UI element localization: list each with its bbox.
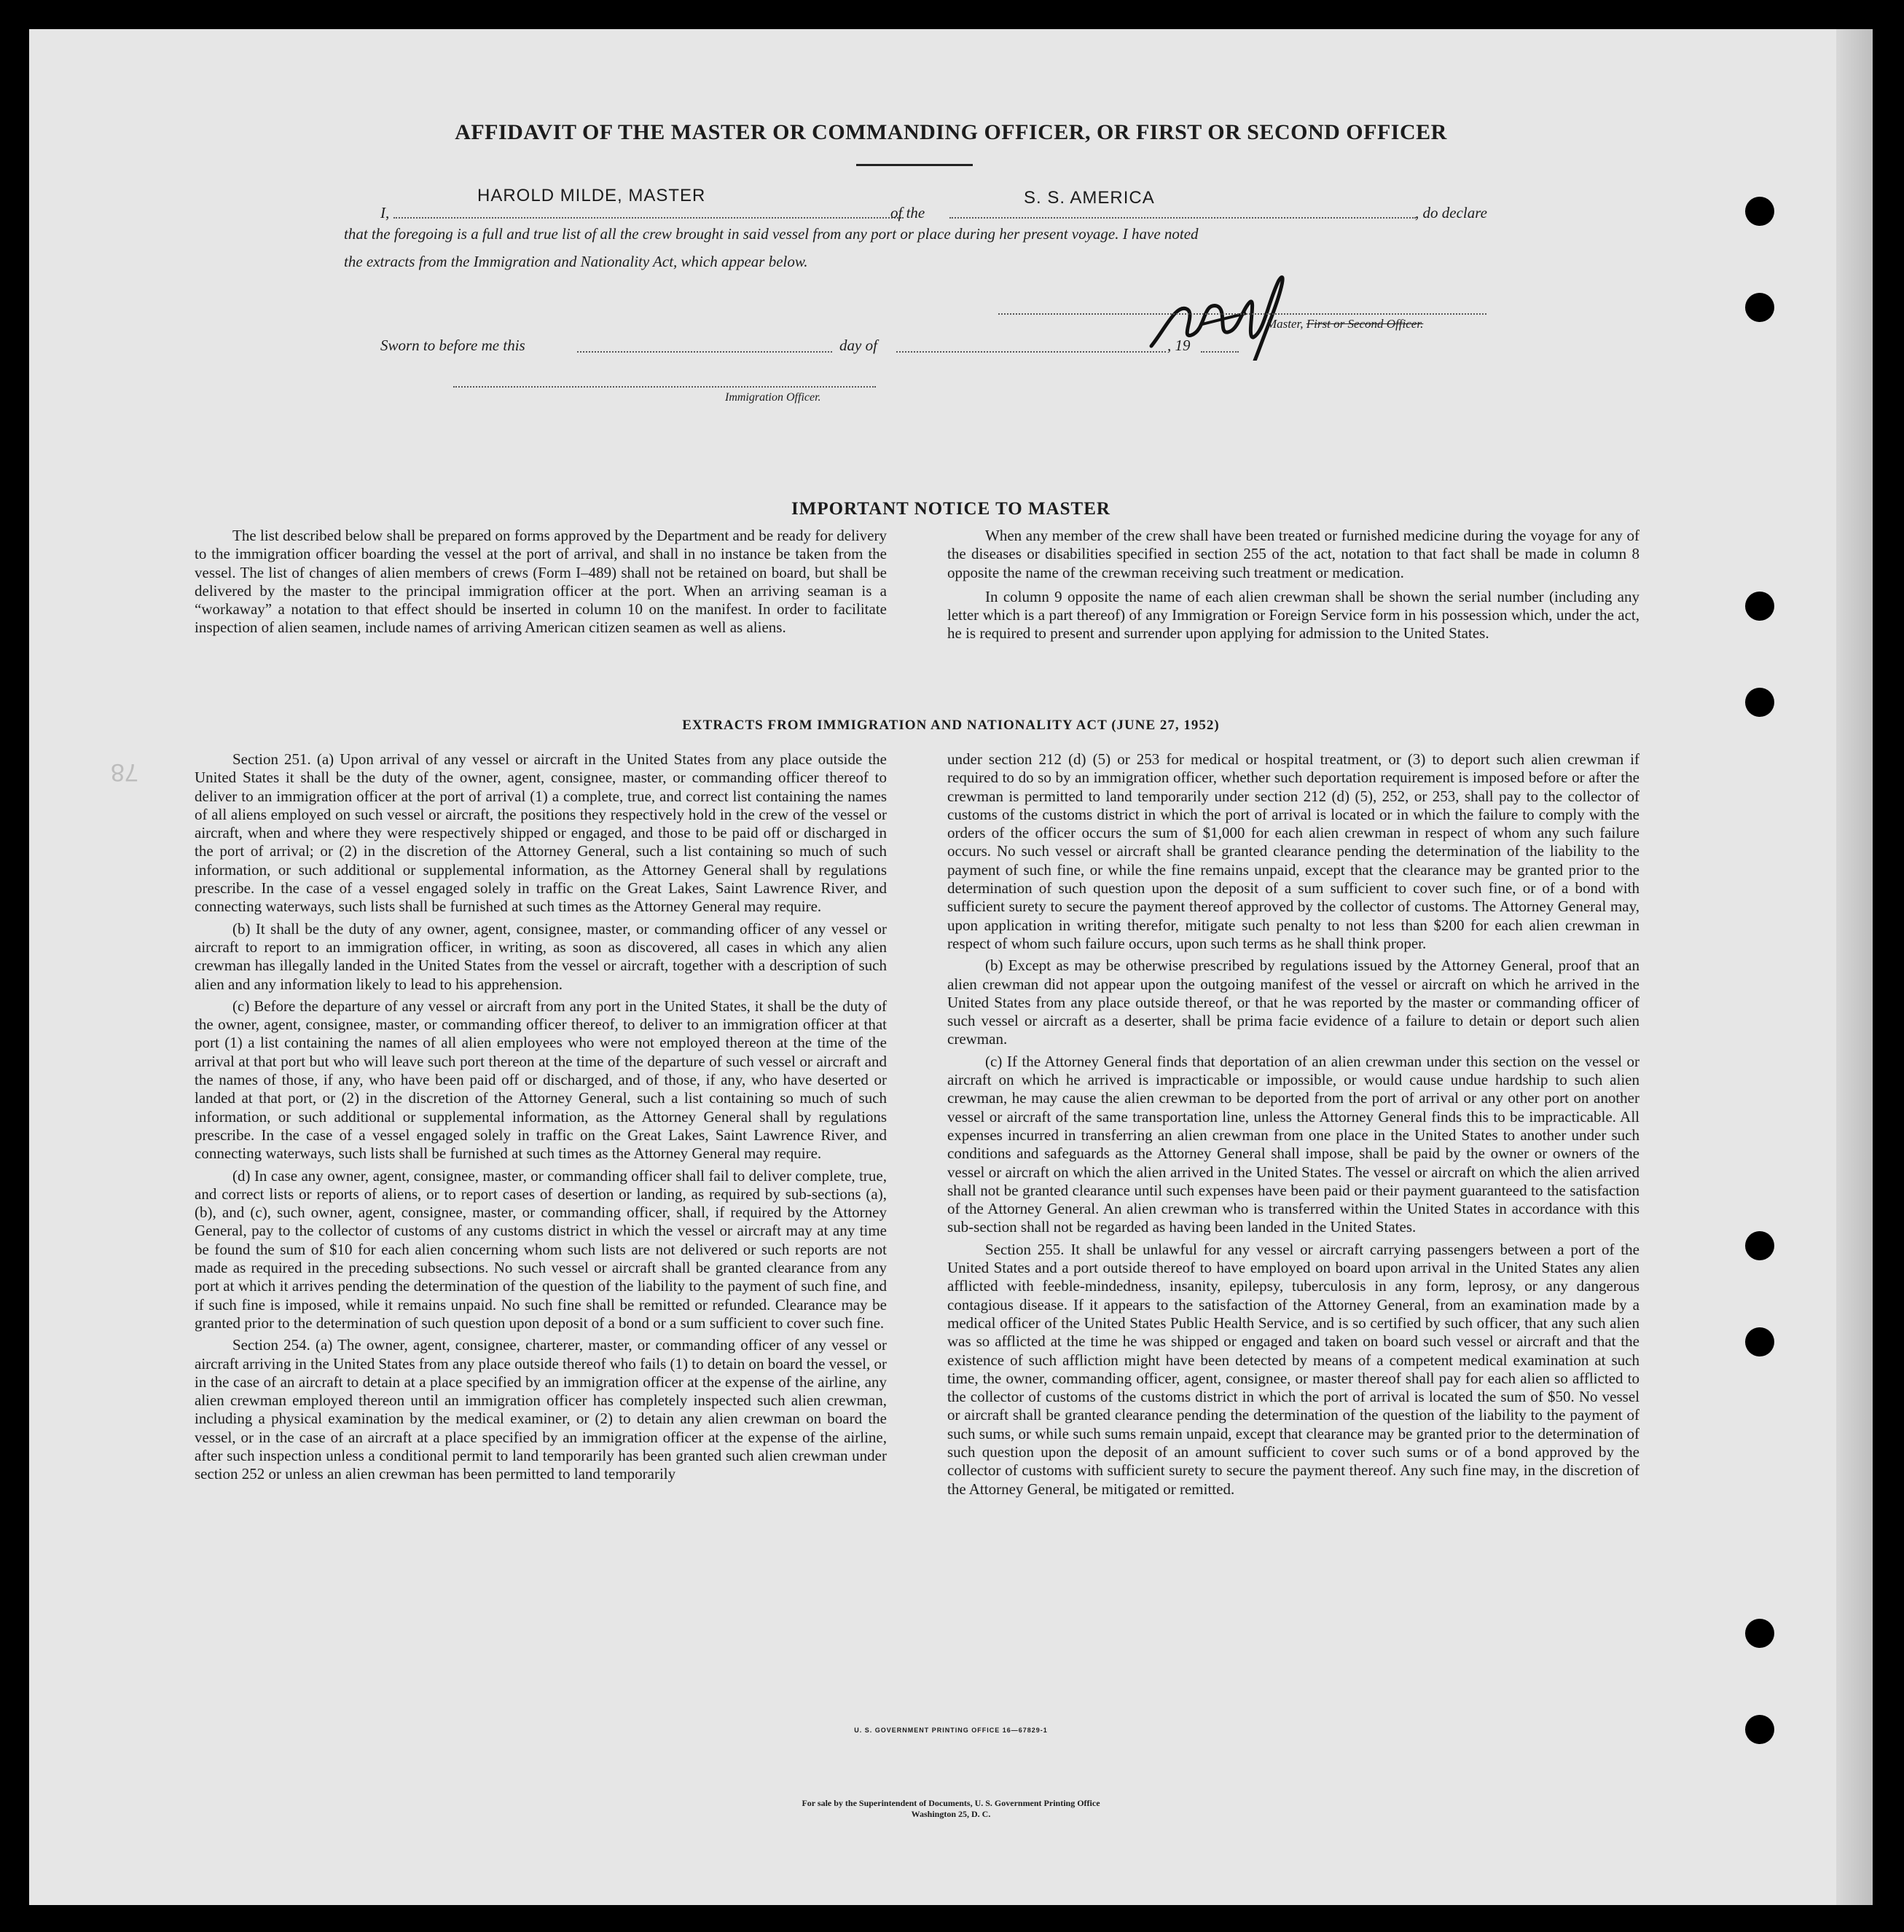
affidavit-title: AFFIDAVIT OF THE MASTER OR COMMANDING OFFICER, OR FIRST OR SECOND OFFICER — [455, 120, 1447, 144]
sworn-year-line[interactable] — [1201, 351, 1239, 353]
extracts-right-column — [947, 750, 1639, 1502]
immigration-officer-line[interactable] — [453, 386, 876, 388]
punch-hole — [1745, 1231, 1774, 1260]
punch-hole — [1745, 293, 1774, 322]
section-251-d: (d) In case any owner, agent, consignee, master, or commanding officer shall fail to deliver complete, true, and correct lists or reports of aliens, or to report cases of desertion or landing, as required by sub-sections (a), (b), and (c), such owner, agent, consignee, master, or commanding officer, shall, if required by the Attorney General, pay to the collector of customs of any customs district in which the vessel or aircraft may at any time be found the sum of $10 for each alien concerning whom such lists are not delivered or such reports are not made as required in the preceding subsections. No such vessel or aircraft shall be granted clearance from any port at which it arrives pending the determination of the question of the liability to the payment of such fine, and if such fine is imposed, while it remains unpaid. No such fine shall be remitted or refunded. Clearance may be granted prior to the determination of such question upon deposit of a bond or a sum sufficient to cover such fine. — [195, 1166, 887, 1332]
punch-hole — [1745, 688, 1774, 717]
margin-number: 78 — [111, 758, 138, 786]
signature-caption — [1266, 317, 1423, 331]
section-254-a-continued: under section 212 (d) (5) or 253 for medical or hospital treatment, or (3) to deport such alien crewman if required to do so by an immigration officer, whether such deportation requirement is imposed before or after the crewman is permitted to land temporarily under section 212 (d) (5), 252, or 253, shall pay to the collector of customs of the customs district in which the port of arrival is located or in which the failure to comply with the orders of the officer occurs the sum of $1,000 for each alien crewman in respect of whom any such failure occurs. No such vessel or aircraft shall be granted clearance pending the determination of the liability to the payment of such fine, or while the fine remains unpaid, except that the clearance may be granted prior to the determination of such question upon the deposit of a sum sufficient to cover such fine, or of a bond with sufficient surety to secure the payment thereof approved by the collector of customs. The Attorney General may, upon application in writing therefor, mitigate such penalty to not less than $200 for each alien crewman in respect of whom such failure occurs, upon such terms as he shall think proper. — [947, 750, 1639, 952]
label-do-declare: , do declare — [1415, 204, 1487, 221]
section-251-a: Section 251. (a) Upon arrival of any vessel or aircraft in the United States from any place outside the United States it shall be the duty of the owner, agent, consignee, master, or commanding officer thereof to deliver to an immigration officer at the port of arrival (1) a complete, true, and correct list containing the names of all aliens employed on such vessel or aircraft, the positions they respectively hold in the crew of the vessel or aircraft, when and where they were respectively shipped or engaged, and those to be paid off or discharged in the port of arrival; or (2) in the discretion of the Attorney General, such a list containing so much of such information, or such additional or supplemental information, as the Attorney General shall by regulations prescribe. In the case of a vessel engaged solely in traffic on the Great Lakes, Saint Lawrence River, and connecting waterways, such lists shall be furnished at such times as the Attorney General may require. — [195, 750, 887, 916]
caption-master: Master, — [1266, 317, 1304, 331]
label-i: I, — [380, 204, 390, 221]
notice-title: IMPORTANT NOTICE TO MASTER — [791, 499, 1110, 519]
punch-hole — [1745, 197, 1774, 226]
gpo-imprint: U. S. GOVERNMENT PRINTING OFFICE 16—67829-1 — [854, 1727, 1048, 1734]
section-254-a: Section 254. (a) The owner, agent, consignee, charterer, master, or commanding officer of any vessel or aircraft arriving in the United States from any place outside thereof who fails (1) to detain on board the vessel, or in the case of an aircraft to detain at a place specified by an immigration officer at the expense of the airline, any alien crewman employed thereon until an immigration officer has completely inspected such alien crewman, including a physical examination by the medical examiner, or (2) to detain any alien crewman on board the vessel, or in the case of an aircraft at a place specified by an immigration officer at the expense of the airline, after such inspection unless a conditional permit to land temporarily has been granted such alien crewman under section 252 or unless an alien crewman has been permitted to land temporarily — [195, 1336, 887, 1483]
section-251-c: (c) Before the departure of any vessel or aircraft from any port in the United States, it shall be the duty of the owner, agent, consignee, master, or commanding officer thereof, to deliver to an immigration officer at that port (1) a list containing the names of all alien employees who were not employed thereon at the time of the arrival at that port but who will leave such port thereon at the time of the departure of such vessel or aircraft and the names of those, if any, who have been paid off or discharged, and of those, if any, who have deserted or landed at that port, or (2) in the discretion of the Attorney General, such a list containing so much of such information, or such additional or supplemental information, as the Attorney General shall by regulations prescribe. In the case of a vessel engaged solely in traffic on the Great Lakes, Saint Lawrence River, and connecting waterways, such lists shall be furnished at such times as the Attorney General may require. — [195, 997, 887, 1163]
caption-struck-officer: First or Second Officer. — [1306, 317, 1424, 331]
declaration-line-2: the extracts from the Immigration and Nationality Act, which appear below. — [344, 253, 808, 270]
officer-name-field[interactable]: HAROLD MILDE, MASTER — [477, 186, 706, 205]
document-page — [29, 29, 1873, 1905]
vessel-name-field[interactable]: S. S. AMERICA — [1024, 188, 1155, 208]
for-sale-line-1: For sale by the Superintendent of Documents, U. S. Government Printing Office — [802, 1798, 1100, 1808]
notice-right-paragraph-1: When any member of the crew shall have been treated or furnished medicine during the voyage for any of the diseases or disabilities specified in section 255 of the act, notation to that fact shall be made in column 8 opposite the name of the crewman receiving such treatment or medication. — [947, 527, 1639, 581]
section-251-b: (b) It shall be the duty of any owner, agent, consignee, master, or commanding officer of any vessel or aircraft to report to an immigration officer, in writing, as soon as discovered, all cases in which any alien crewman has illegally landed in the United States from the vessel or aircraft, together with a description of such alien and any information likely to lead to his apprehension. — [195, 919, 887, 993]
extracts-left-column — [195, 750, 887, 1488]
sworn-month-line[interactable] — [896, 351, 1166, 353]
punch-hole — [1745, 1715, 1774, 1744]
punch-hole — [1745, 1327, 1774, 1356]
for-sale-notice — [29, 1798, 1873, 1820]
sworn-label: Sworn to before me this — [380, 337, 525, 354]
section-254-b: (b) Except as may be otherwise prescribed by regulations issued by the Attorney General, proof that an alien crewman did not appear upon the outgoing manifest of the vessel or aircraft on which he arrived in the United States from any place outside thereof, or that he was reported by the master or commanding officer of such vessel or aircraft as a deserter, shall be prima facie evidence of a failure to detain or deport such alien crewman. — [947, 957, 1639, 1048]
sworn-day-line[interactable] — [577, 351, 832, 353]
notice-left-column — [195, 527, 887, 641]
notice-left-paragraph: The list described below shall be prepared on forms approved by the Department and be ready for delivery to the immigration officer boarding the vessel at the port of arrival, and shall in no instance be taken from the vessel. The list of changes of alien members of crews (Form I–489) shall not be retained on board, but shall be delivered by the master to the principal immigration officer at the port. When an arriving seaman is a “workaway” a notation to that effect should be inserted in column 10 on the manifest. In order to facilitate inspection of alien seamen, include names of arriving American citizen seamen as well as aliens. — [195, 527, 887, 637]
section-255: Section 255. It shall be unlawful for any vessel or aircraft carrying passengers between a port of the United States and a port outside thereof to have employed on board upon arrival in the United States any alien afflicted with feeble-mindedness, insanity, epilepsy, tuberculosis in any form, leprosy, or any dangerous contagious disease. If it appears to the satisfaction of the Attorney General, from an examination made by a medical officer of the United States Public Health Service, and is so certified by such officer, that any such alien was so afflicted at the time he was shipped or engaged and taken on board such vessel or aircraft and that the existence of such affliction might have been detected by means of a competent medical examination at such time, the owner, commanding officer, agent, consignee, or master thereof shall pay for each alien so afflicted to the collector of customs of the customs district in which the port of arrival is located the sum of $50. No vessel or aircraft shall be granted clearance pending the determination of the question of the liability to the payment of such sums, or while such sums remain unpaid, except that clearance may be granted prior to the determination of such question upon the deposit of an amount sufficient to cover such sums or of a bond approved by the collector of customs with sufficient surety to secure the payment thereof. Any such fine may, in the discretion of the Attorney General, be mitigated or remitted. — [947, 1240, 1639, 1498]
title-rule — [856, 164, 973, 166]
day-of-label: day of — [839, 337, 877, 354]
extracts-title: EXTRACTS FROM IMMIGRATION AND NATIONALITY ACT (JUNE 27, 1952) — [682, 718, 1220, 733]
notice-right-column — [947, 527, 1639, 647]
name-line — [393, 217, 904, 219]
master-signature — [1137, 259, 1312, 361]
page-edge-shadow — [1836, 29, 1873, 1905]
year-label: , 19 — [1167, 337, 1191, 354]
punch-hole — [1745, 1619, 1774, 1648]
section-254-c: (c) If the Attorney General finds that deportation of an alien crewman under this section on the vessel or aircraft on which he arrived is impracticable or impossible, or would cause undue hardship to such alien crewman, he may cause the alien crewman to be deported from the port of arrival or any other port on another vessel or aircraft of the same transportation line, unless the Attorney General finds this to be impracticable. All expenses incurred in transferring an alien crewman from one place in the United States to another under such conditions and safeguards as the Attorney General shall impose, shall be paid by the owner or owners of the vessel or aircraft on which the alien arrived in the United States. The vessel or aircraft on which the alien arrived shall not be granted clearance until such expenses have been paid or their payment guaranteed to the satisfaction of the Attorney General. An alien crewman who is transferred within the United States in accordance with this sub-section shall not be regarded as having been landed in the United States. — [947, 1052, 1639, 1236]
declaration-line-1: that the foregoing is a full and true list of all the crew brought in said vessel from any port or place during her present voyage. I have noted — [344, 225, 1199, 243]
vessel-line — [949, 217, 1416, 219]
signature-line — [998, 313, 1486, 315]
for-sale-line-2: Washington 25, D. C. — [911, 1809, 991, 1819]
notice-right-paragraph-2: In column 9 opposite the name of each alien crewman shall be shown the serial number (including any letter which is a part thereof) of any Immigration or Foreign Service form in his possession which, under the act, he is required to present and surrender upon applying for admission to the United States. — [947, 587, 1639, 643]
label-of-the: of the — [890, 204, 925, 221]
immigration-officer-label: Immigration Officer. — [725, 391, 821, 404]
punch-hole — [1745, 592, 1774, 621]
